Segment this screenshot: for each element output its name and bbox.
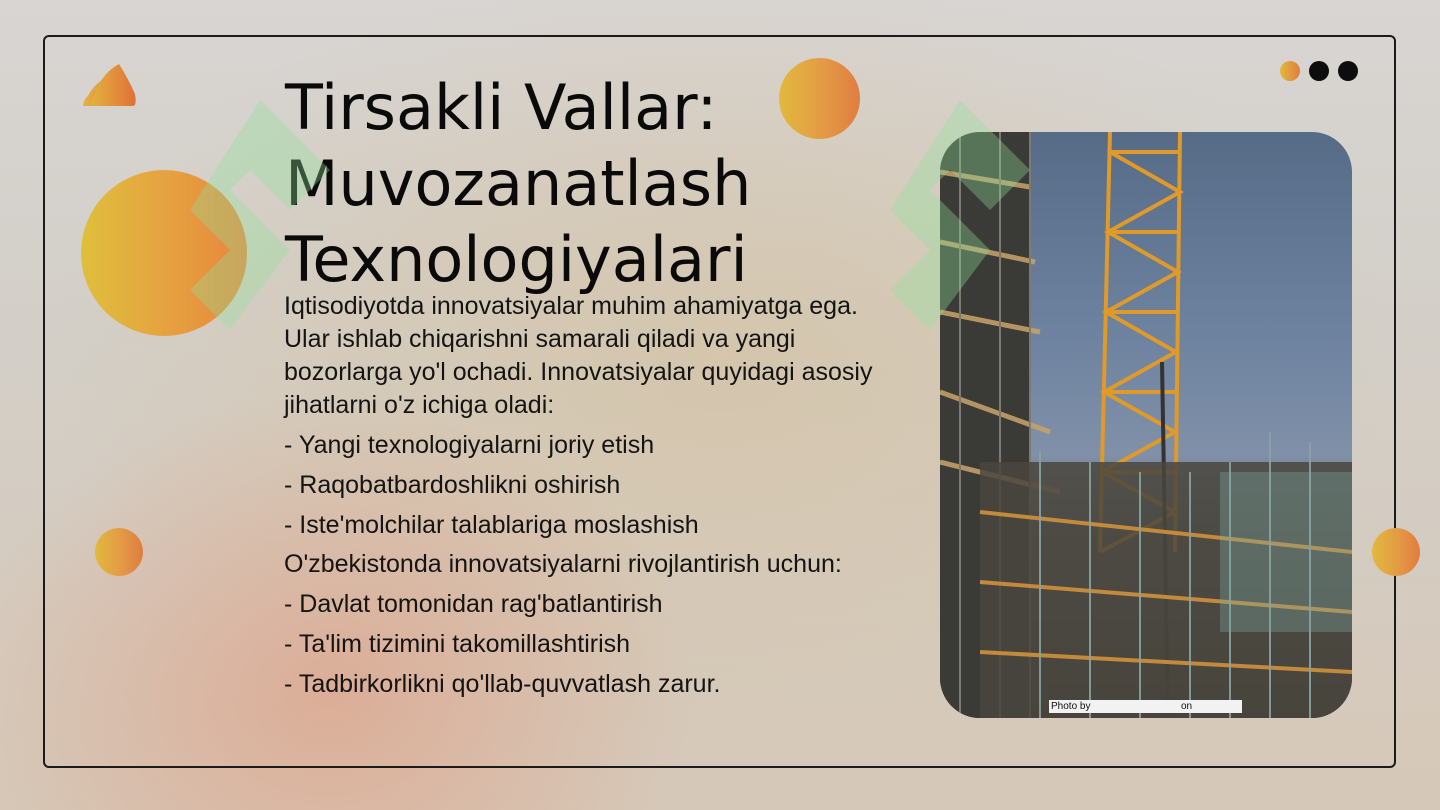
decor-circle-large (81, 170, 247, 336)
photo-credit-by: Photo by (1051, 701, 1091, 712)
dot-black (1309, 61, 1329, 81)
body-bullet: - Ta'lim tizimini takomillashtirish (284, 630, 631, 658)
body-bullet: - Raqobatbardoshlikni oshirish (284, 471, 621, 499)
flame-logo-icon (81, 60, 137, 110)
body-bullet: - Yangi texnologiyalarni joriy etish (284, 431, 655, 459)
photo-credit (1049, 700, 1242, 713)
body-paragraph: Iqtisodiyotda innovatsiyalar muhim ahamiyatga ega. Ular ishlab chiqarishni samarali qiladi va yangi bozorlarga yo'l ochadi. Innovatsiyalar quyidagi asosiy jihatlarni o'z ichiga oladi: (284, 292, 873, 419)
body-bullet: - Tadbirkorlikni qo'llab-quvvatlash zarur. (284, 670, 721, 698)
slide-body (284, 290, 874, 707)
decor-circle-right (1372, 528, 1420, 576)
slide-title: Tirsakli Vallar: Muvozanatlash Texnologiyalari (285, 71, 752, 296)
body-bullet: - Iste'molchilar talablariga moslashish (284, 511, 699, 539)
construction-photo (940, 132, 1352, 718)
dot-black (1338, 61, 1358, 81)
body-bullet: - Davlat tomonidan rag'batlantirish (284, 590, 663, 618)
decor-circle-left (95, 528, 143, 576)
photo-credit-on: on (1181, 701, 1193, 712)
body-paragraph: O'zbekistonda innovatsiyalarni rivojlantirish uchun: (284, 550, 842, 578)
dot-orange (1280, 61, 1300, 81)
window-dots-icon (1280, 61, 1358, 81)
